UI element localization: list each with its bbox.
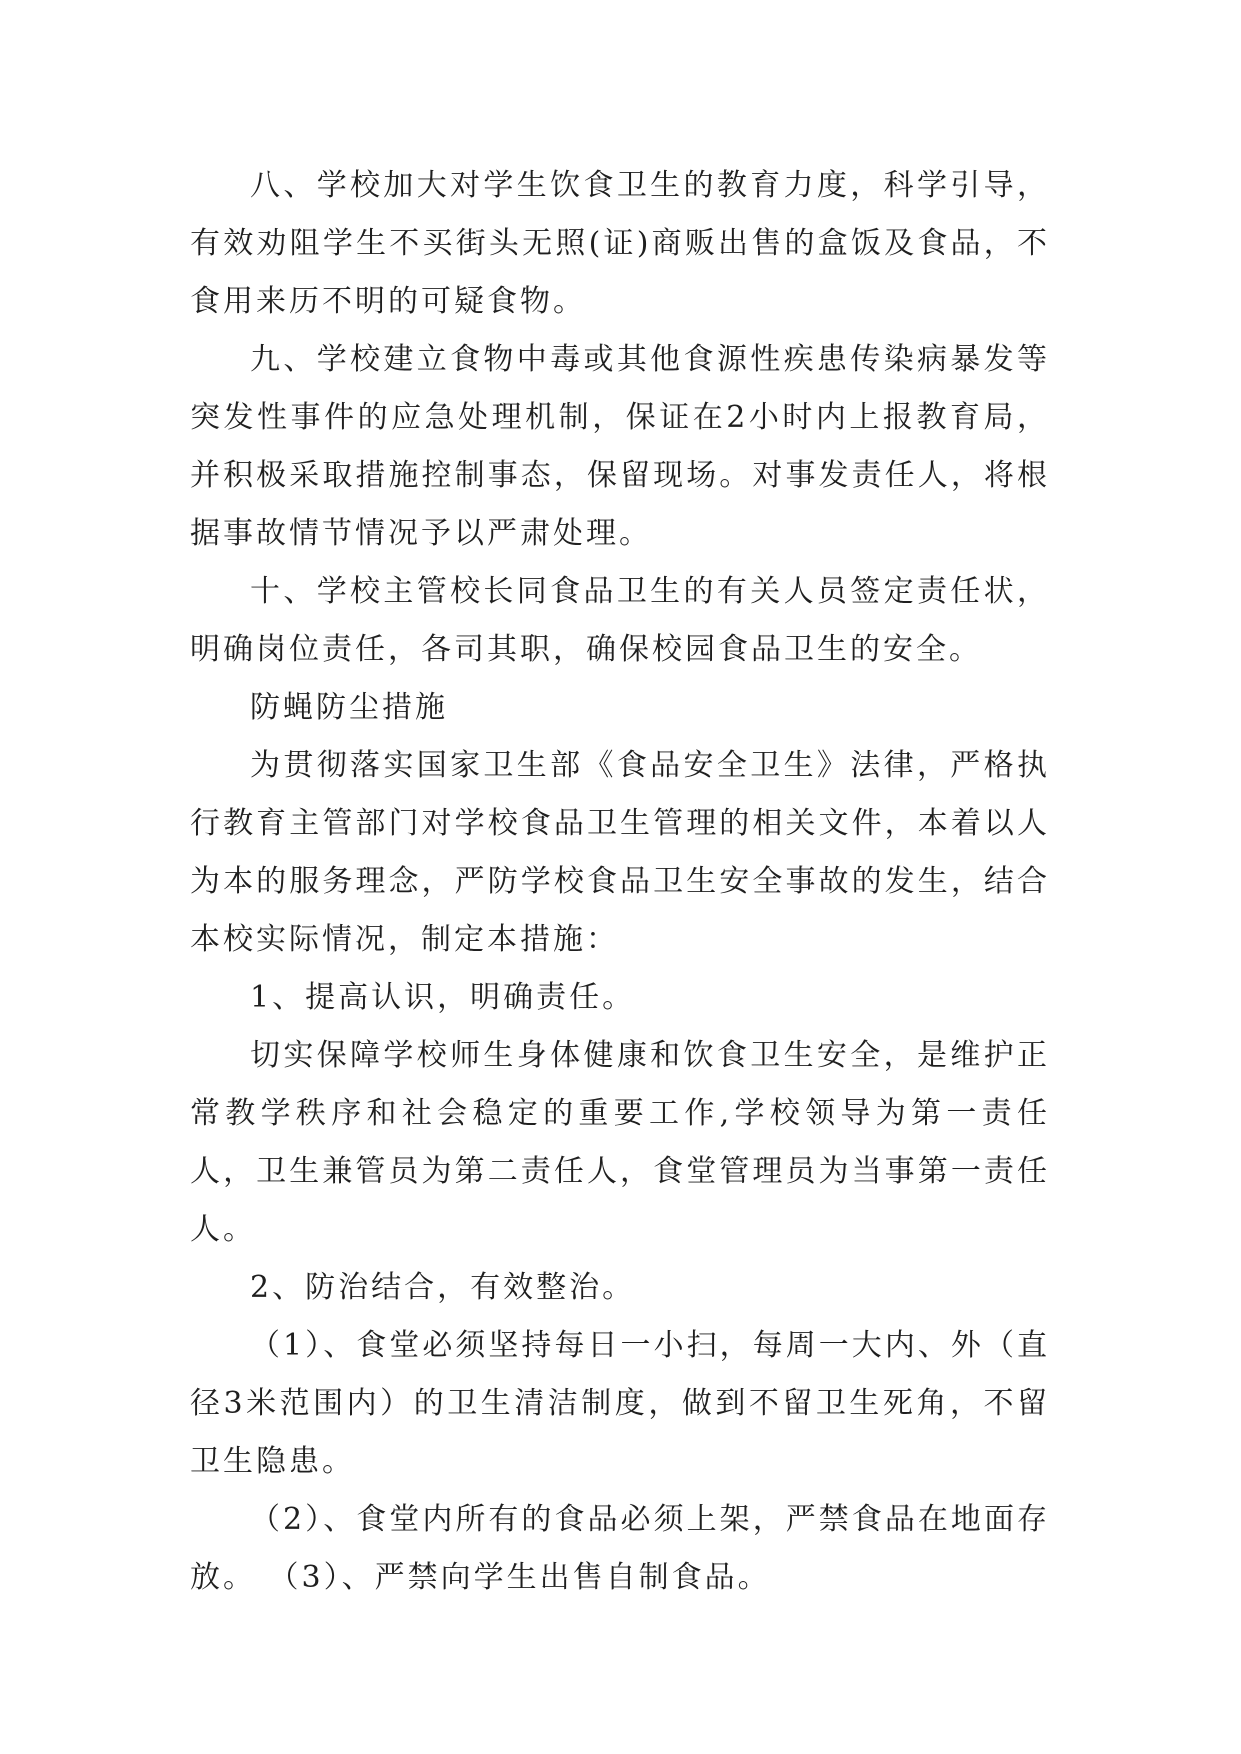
paragraph-item-9: 九、学校建立食物中毒或其他食源性疾患传染病暴发等突发性事件的应急处理机制，保证在2小时内上报教育局，并积极采取措施控制事态，保留现场。对事发责任人，将根据事故情节情况予以严肃处理。 (190, 342, 1050, 551)
intro-paragraph: 为贯彻落实国家卫生部《食品安全卫生》法律，严格执行教育主管部门对学校食品卫生管理的相关文件，本着以人为本的服务理念，严防学校食品卫生安全事故的发生，结合本校实际情况，制定本措施： (190, 748, 1050, 957)
subheading-1: 1、提高认识，明确责任。 (250, 980, 636, 1015)
measure-item-2-3: （2）、食堂内所有的食品必须上架，严禁食品在地面存放。 （3）、严禁向学生出售自制食品。 (190, 1502, 1050, 1595)
section-heading: 防蝇防尘措施 (250, 690, 448, 725)
paragraph-item-10: 十、学校主管校长同食品卫生的有关人员签定责任状，明确岗位责任，各司其职，确保校园食品卫生的安全。 (190, 574, 1050, 667)
measure-item-1: （1）、食堂必须坚持每日一小扫，每周一大内、外（直径3米范围内）的卫生清洁制度，做到不留卫生死角，不留卫生隐患。 (190, 1328, 1050, 1479)
subheading-2: 2、防治结合，有效整治。 (250, 1270, 636, 1305)
document-body (190, 157, 1050, 1607)
paragraph-item-8: 八、学校加大对学生饮食卫生的教育力度，科学引导，有效劝阻学生不买街头无照(证)商贩出售的盒饭及食品，不食用来历不明的可疑食物。 (190, 168, 1050, 319)
responsibility-paragraph: 切实保障学校师生身体健康和饮食卫生安全，是维护正常教学秩序和社会稳定的重要工作,学校领导为第一责任人，卫生兼管员为第二责任人，食堂管理员为当事第一责任人。 (190, 1038, 1050, 1247)
